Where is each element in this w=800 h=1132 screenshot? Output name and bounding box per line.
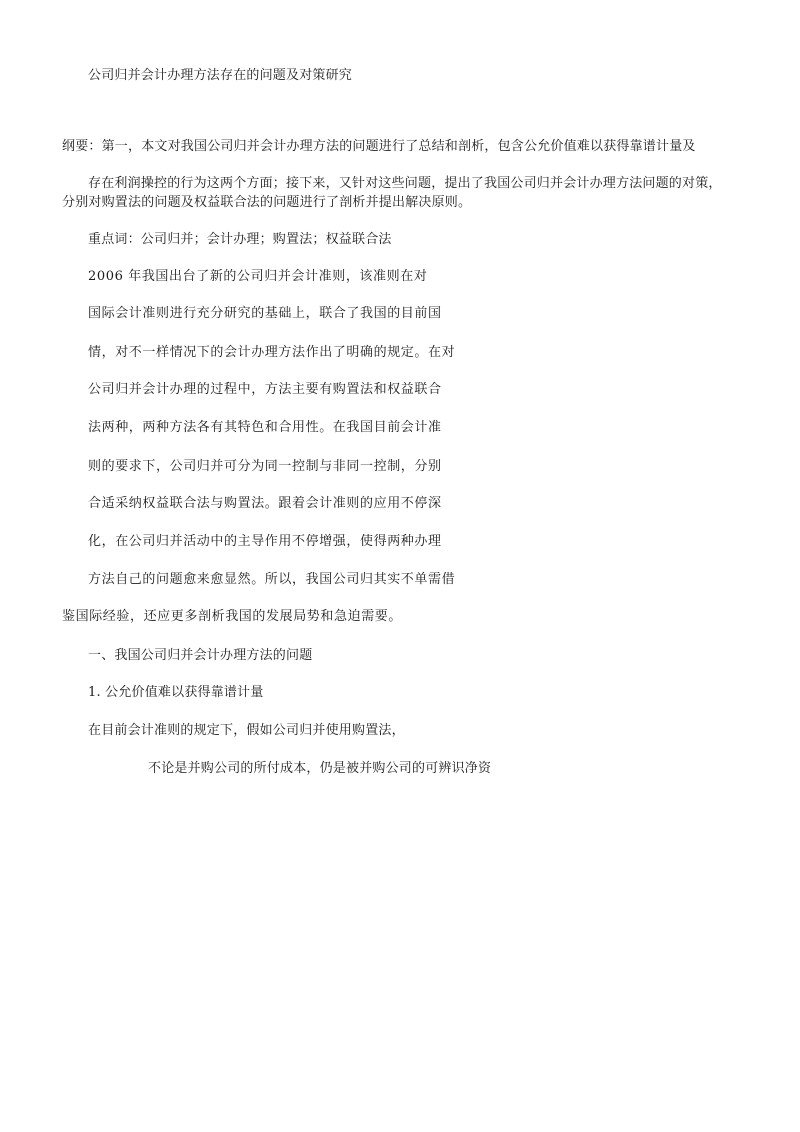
- abstract-line-2: 存在利润操控的行为这两个方面；接下来，又针对这些问题，提出了我国公司归并会计办理方法问题的对策，: [88, 176, 722, 191]
- keywords-line: 重点词：公司归并；会计办理；购置法；权益联合法: [88, 232, 392, 247]
- intro-line-10: 鉴国际经验，还应更多剖析我国的发展局势和急迫需要。: [62, 609, 403, 624]
- intro-line-9: 方法自己的问题愈来愈显然。所以，我国公司归其实不单需借: [88, 572, 456, 587]
- document-title: 公司归并会计办理方法存在的问题及对策研究: [88, 68, 353, 83]
- intro-line-6: 则的要求下，公司归并可分为同一控制与非同一控制，分别: [88, 459, 442, 474]
- abstract-line-1: 纲要：第一，本文对我国公司归并会计办理方法的问题进行了总结和剖析，包含公允价值难以获得靠谱计量及: [62, 139, 696, 154]
- intro-line-5: 法两种，两种方法各有其特色和合用性。在我国目前会计准: [88, 420, 442, 435]
- intro-line-4: 公司归并会计办理的过程中，方法主要有购置法和权益联合: [88, 382, 442, 397]
- body-line-2: 不论是并购公司的所付成本，仍是被并购公司的可辨识净资: [148, 761, 492, 776]
- intro-line-2: 国际会计准则进行充分研究的基础上，联合了我国的目前国: [88, 306, 442, 321]
- section-heading: 一、我国公司归并会计办理方法的问题: [88, 648, 313, 663]
- intro-line-7: 合适采纳权益联合法与购置法。跟着会计准则的应用不停深: [88, 496, 442, 511]
- intro-line-3: 情，对不一样情况下的会计办理方法作出了明确的规定。在对: [88, 345, 456, 360]
- intro-line-1: 2006 年我国出台了新的公司归并会计准则，该准则在对: [88, 269, 428, 284]
- abstract-line-3: 分别对购置法的问题及权益联合法的问题进行了剖析并提出解决原则。: [62, 195, 472, 210]
- body-line-1: 在目前会计准则的规定下，假如公司归并使用购置法，: [88, 723, 405, 738]
- subsection-heading: 1. 公允价值难以获得靠谱计量: [88, 685, 264, 700]
- intro-line-8: 化，在公司归并活动中的主导作用不停增强，使得两种办理: [88, 534, 442, 549]
